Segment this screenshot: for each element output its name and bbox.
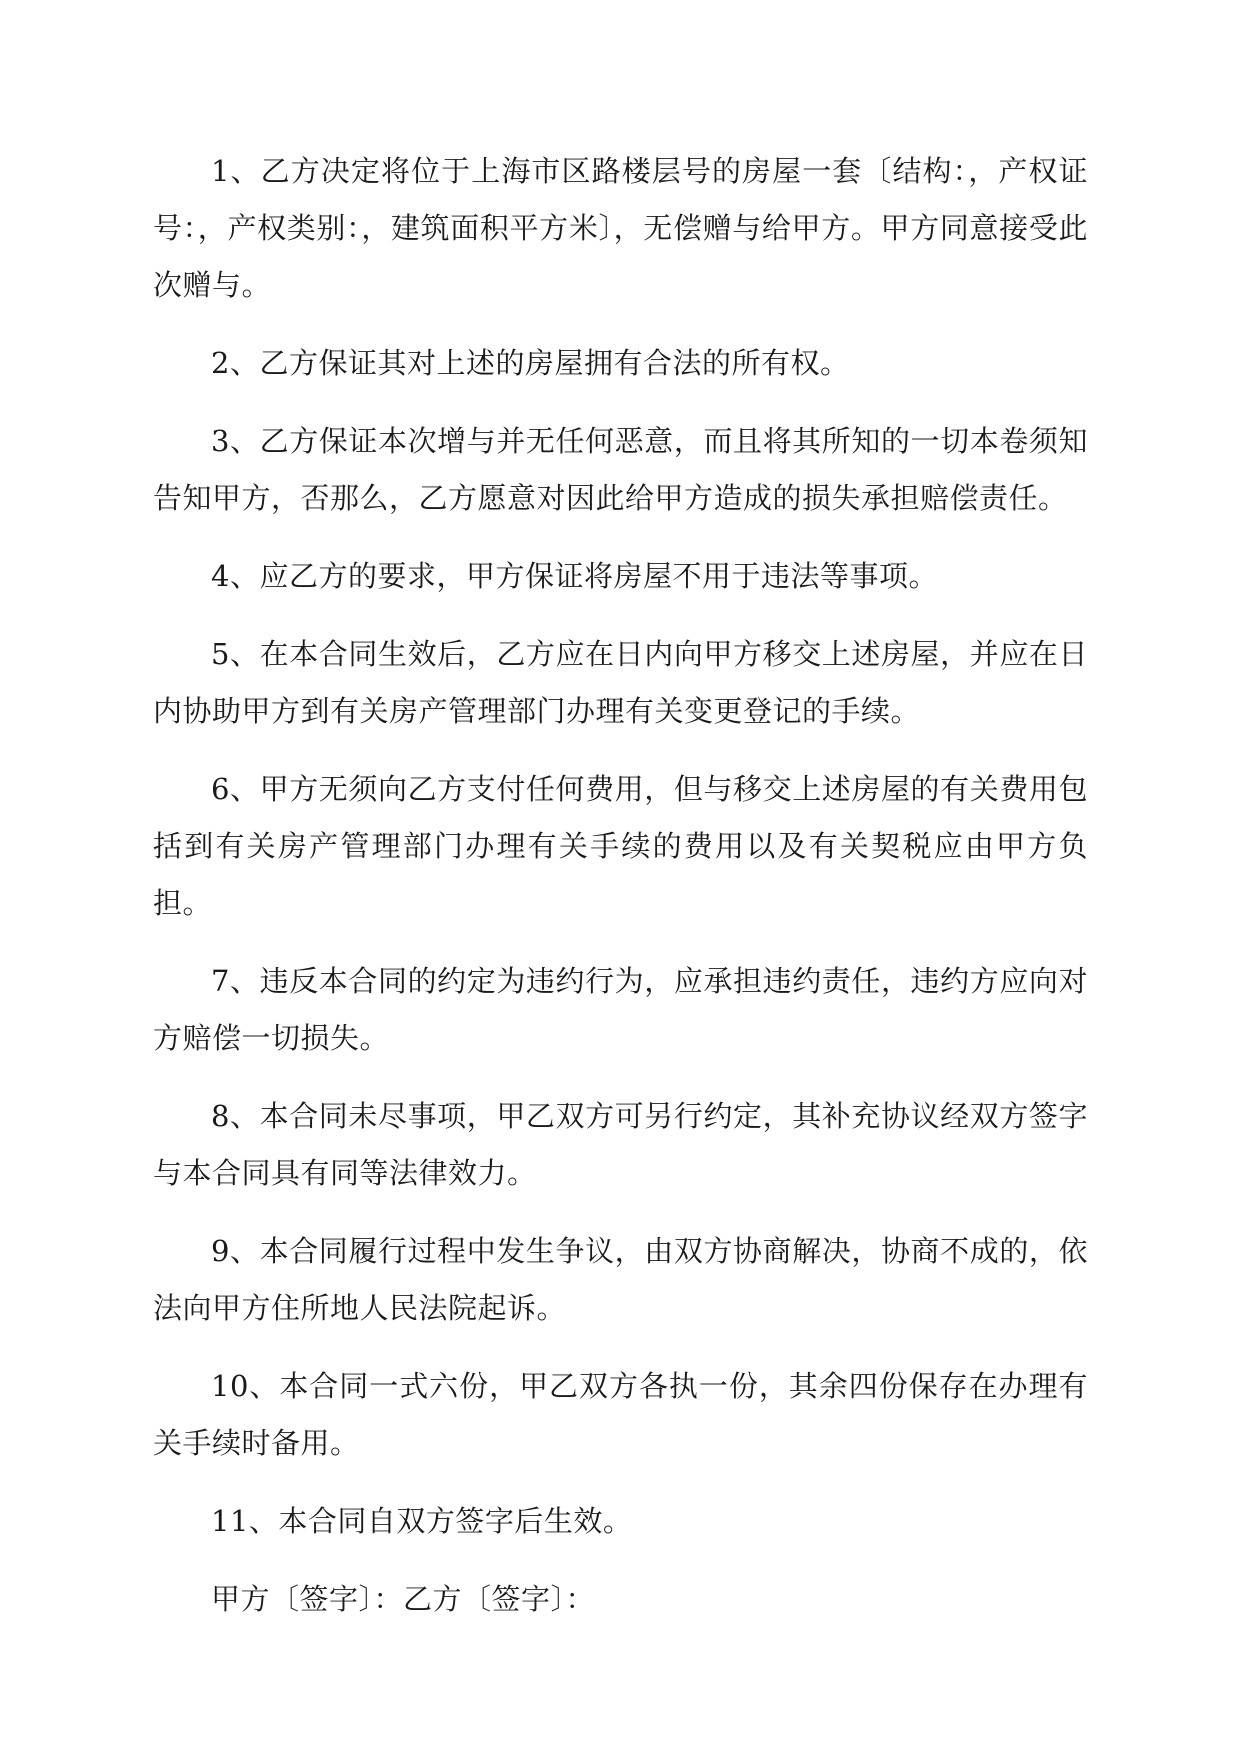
clause-2: 2、乙方保证其对上述的房屋拥有合法的所有权。 [211,346,850,380]
clause-10: 10、本合同一式六份，甲乙双方各执一份，其余四份保存在办理有关手续时备用。 [153,1369,1088,1460]
clause-9: 9、本合同履行过程中发生争议，由双方协商解决，协商不成的，依法向甲方住所地人民法院起诉。 [153,1234,1088,1325]
clause-11: 11、本合同自双方签字后生效。 [211,1504,633,1538]
clause-8: 8、本合同未尽事项，甲乙双方可另行约定，其补充协议经双方签字与本合同具有同等法律效力。 [153,1099,1088,1190]
contract-body [153,143,1088,1628]
signature-line: 甲方〔签字〕：乙方〔签字〕： [211,1582,596,1616]
clause-5: 5、在本合同生效后，乙方应在日内向甲方移交上述房屋，并应在日内协助甲方到有关房产管理部门办理有关变更登记的手续。 [153,637,1088,728]
clause-7: 7、违反本合同的约定为违约行为，应承担违约责任，违约方应向对方赔偿一切损失。 [153,964,1088,1055]
clause-1: 1、乙方决定将位于上海市区路楼层号的房屋一套〔结构：，产权证号：，产权类别：，建筑面积平方米〕，无偿赠与给甲方。甲方同意接受此次赠与。 [153,154,1088,302]
clause-6: 6、甲方无须向乙方支付任何费用，但与移交上述房屋的有关费用包括到有关房产管理部门办理有关手续的费用以及有关契税应由甲方负担。 [153,772,1088,920]
clause-4: 4、应乙方的要求，甲方保证将房屋不用于违法等事项。 [211,559,938,593]
clause-3: 3、乙方保证本次增与并无任何恶意，而且将其所知的一切本卷须知告知甲方，否那么，乙方愿意对因此给甲方造成的损失承担赔偿责任。 [153,424,1088,515]
